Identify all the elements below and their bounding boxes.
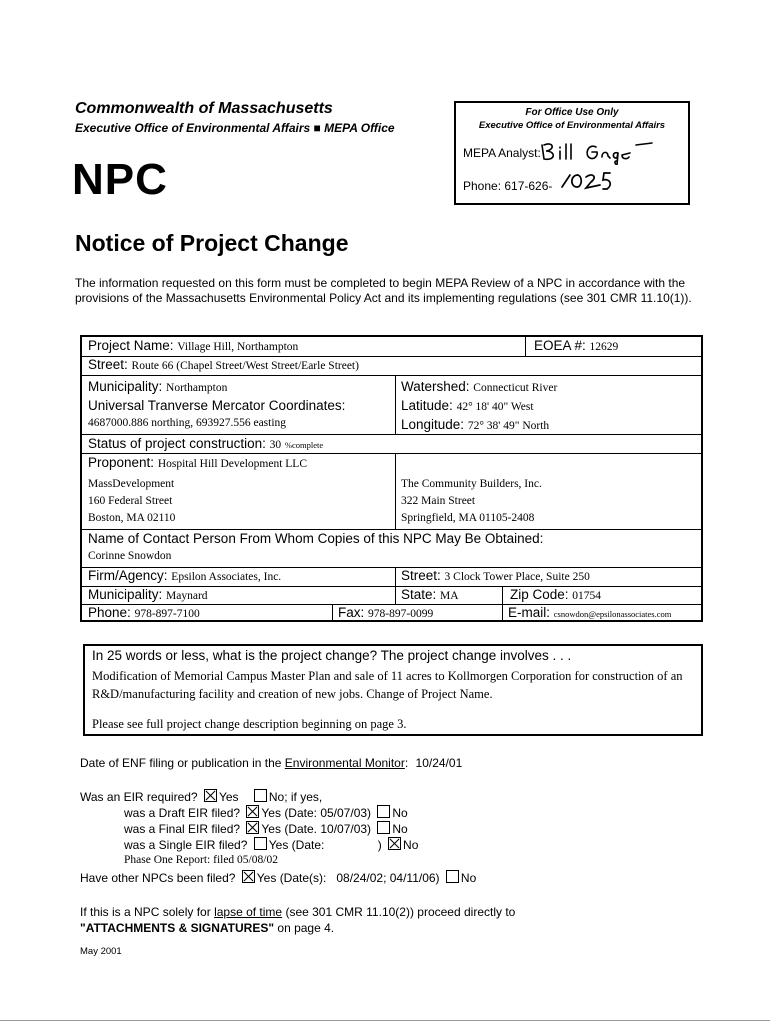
address-line: 322 Main Street bbox=[401, 495, 476, 507]
eir-no-checkbox[interactable] bbox=[254, 789, 267, 802]
lapse-pre: If this is a NPC solely for bbox=[80, 905, 211, 919]
no-label: No bbox=[392, 822, 408, 836]
longitude-value: 72° 38' 49" North bbox=[467, 420, 550, 432]
zip-value: 01754 bbox=[572, 590, 602, 602]
npcs-dates: (Date(s): 08/24/02; 04/11/06) bbox=[279, 871, 440, 885]
final-eir-line bbox=[124, 821, 408, 836]
email-field bbox=[508, 605, 671, 620]
project-name-label: Project Name: bbox=[88, 338, 174, 353]
change-see-more: Please see full project change description beginning on page 3. bbox=[92, 717, 407, 731]
change-question: In 25 words or less, what is the project change? The project change involves . . . bbox=[92, 648, 572, 663]
latitude-value: 42° 18' 40" West bbox=[456, 401, 534, 413]
phase-one-note: Phase One Report: filed 05/08/02 bbox=[124, 854, 278, 866]
analyst-label: MEPA Analyst: bbox=[463, 146, 541, 160]
no-label: No; if yes, bbox=[268, 790, 323, 804]
state-field bbox=[401, 587, 459, 602]
enf-date: 10/24/01 bbox=[415, 756, 463, 770]
office-subtitle: Executive Office of Environmental Affairs ■ MEPA Office bbox=[75, 121, 395, 135]
address-line: The Community Builders, Inc. bbox=[401, 478, 542, 490]
draft-no-checkbox[interactable] bbox=[377, 805, 390, 818]
enf-label: Date of ENF filing or publication in the bbox=[80, 756, 282, 770]
address-line: MassDevelopment bbox=[88, 478, 175, 490]
proponent-right-address bbox=[401, 476, 542, 527]
attachments-post: on page 4. bbox=[277, 921, 335, 935]
email-value: csnowdon@epsilonassociates.com bbox=[553, 609, 672, 619]
office-use-box bbox=[454, 101, 690, 205]
municipality-label: Municipality: bbox=[88, 379, 163, 394]
watershed-field bbox=[401, 379, 557, 394]
attachments-bold: "ATTACHMENTS & SIGNATURES" bbox=[80, 921, 275, 935]
firm-field bbox=[88, 568, 281, 583]
proponent-label: Proponent: bbox=[88, 455, 155, 470]
firm-municipality-label: Municipality: bbox=[88, 587, 163, 602]
office-use-title: For Office Use Only bbox=[525, 107, 619, 118]
form-title: Notice of Project Change bbox=[75, 230, 349, 256]
eoea-label: EOEA #: bbox=[534, 338, 586, 353]
longitude-label: Longitude: bbox=[401, 417, 465, 432]
final-no-checkbox[interactable] bbox=[377, 821, 390, 834]
single-yes-checkbox[interactable] bbox=[254, 837, 267, 850]
zip-label: Zip Code: bbox=[510, 587, 569, 602]
single-date: (Date: ) bbox=[291, 838, 382, 852]
firm-street-label: Street: bbox=[401, 568, 441, 583]
eir-yes-checkbox[interactable] bbox=[204, 789, 217, 802]
project-name-field bbox=[88, 338, 298, 353]
latitude-field bbox=[401, 398, 534, 413]
state-value: MA bbox=[440, 590, 459, 602]
yes-label: Yes bbox=[256, 871, 277, 885]
phone-label: Phone: 617-626- bbox=[463, 179, 553, 193]
fax-value: 978-897-0099 bbox=[368, 608, 434, 620]
state-label: State: bbox=[401, 587, 437, 602]
utm-label: Universal Tranverse Mercator Coordinates: bbox=[88, 398, 346, 413]
address-line: 160 Federal Street bbox=[88, 495, 173, 507]
final-date: (Date. 10/07/03) bbox=[284, 822, 372, 836]
office-use-subtitle: Executive Office of Environmental Affairs bbox=[478, 120, 666, 131]
yes-label: Yes bbox=[261, 822, 281, 836]
municipality-field bbox=[88, 379, 227, 394]
project-change-box bbox=[83, 644, 703, 736]
draft-eir-line bbox=[124, 805, 408, 820]
status-field bbox=[88, 436, 323, 451]
final-yes-checkbox[interactable] bbox=[246, 821, 259, 834]
longitude-field bbox=[401, 417, 549, 432]
other-npcs-line bbox=[80, 870, 476, 885]
form-code: NPC bbox=[72, 155, 168, 204]
municipality-value: Northampton bbox=[166, 382, 228, 394]
intro-paragraph: The information requested on this form must be completed to begin MEPA Review of a NPC in accordance with the provisions of the Massachusetts Environmental Policy Act and its implementing regulations (see 301 CMR 11.10(1)). bbox=[75, 276, 692, 305]
no-label: No bbox=[460, 871, 477, 885]
contact-value: Corinne Snowdon bbox=[88, 550, 172, 562]
form-date: May 2001 bbox=[80, 946, 122, 957]
firm-street-value: 3 Clock Tower Place, Suite 250 bbox=[444, 571, 590, 583]
npcs-question: Have other NPCs been filed? bbox=[80, 871, 236, 885]
fax-label: Fax: bbox=[338, 605, 365, 620]
no-label: No bbox=[403, 838, 419, 852]
firm-value: Epsilon Associates, Inc. bbox=[171, 571, 282, 583]
latitude-label: Latitude: bbox=[401, 398, 453, 413]
eoea-field bbox=[534, 338, 618, 353]
final-question: was a Final EIR filed? bbox=[124, 822, 241, 836]
address-line: Boston, MA 02110 bbox=[88, 512, 176, 524]
phone-handwriting bbox=[558, 169, 628, 195]
phone-label: Phone: bbox=[88, 605, 131, 620]
street-value: Route 66 (Chapel Street/West Street/Earle Street) bbox=[131, 360, 359, 372]
attachments-line bbox=[80, 921, 334, 935]
zip-field bbox=[510, 587, 601, 602]
bottom-rule bbox=[0, 1020, 770, 1021]
draft-date: (Date: 05/07/03) bbox=[284, 806, 372, 820]
contact-label: Name of Contact Person From Whom Copies of this NPC May Be Obtained: bbox=[88, 531, 544, 546]
status-unit: %complete bbox=[284, 440, 324, 450]
proponent-field bbox=[88, 455, 307, 470]
status-value: 30 bbox=[269, 439, 282, 451]
npcs-yes-checkbox[interactable] bbox=[242, 870, 255, 883]
street-label: Street: bbox=[88, 357, 128, 372]
single-eir-line bbox=[124, 837, 418, 852]
enf-filing-line: Date of ENF filing or publication in the Environmental Monitor: 10/24/01 bbox=[80, 756, 463, 770]
firm-municipality-field bbox=[88, 587, 208, 602]
phone-field bbox=[88, 605, 200, 620]
eir-question: Was an EIR required? bbox=[80, 790, 198, 804]
single-no-checkbox[interactable] bbox=[388, 837, 401, 850]
project-name-value: Village Hill, Northampton bbox=[177, 341, 299, 353]
yes-label: Yes bbox=[261, 806, 281, 820]
project-info-form bbox=[80, 335, 703, 622]
status-label: Status of project construction: bbox=[88, 436, 266, 451]
firm-label: Firm/Agency: bbox=[88, 568, 168, 583]
analyst-handwriting bbox=[538, 139, 668, 165]
eir-required-line bbox=[80, 789, 322, 804]
lapse-link: lapse of time bbox=[214, 905, 283, 919]
lapse-line bbox=[80, 905, 515, 919]
no-label: No bbox=[392, 806, 408, 820]
single-question: was a Single EIR filed? bbox=[124, 838, 248, 852]
watershed-value: Connecticut River bbox=[473, 382, 558, 394]
fax-field bbox=[338, 605, 433, 620]
commonwealth-title: Commonwealth of Massachusetts bbox=[75, 100, 333, 117]
proponent-value: Hospital Hill Development LLC bbox=[157, 458, 307, 470]
email-label: E-mail: bbox=[508, 605, 551, 620]
yes-label: Yes bbox=[218, 790, 239, 804]
yes-label: Yes bbox=[268, 838, 289, 852]
phone-value: 978-897-7100 bbox=[134, 608, 200, 620]
watershed-label: Watershed: bbox=[401, 379, 470, 394]
npcs-no-checkbox[interactable] bbox=[446, 870, 459, 883]
firm-street-field bbox=[401, 568, 590, 583]
lapse-post: (see 301 CMR 11.10(2)) proceed directly to bbox=[285, 905, 516, 919]
eoea-value: 12629 bbox=[589, 341, 619, 353]
address-line: Springfield, MA 01105-2408 bbox=[401, 512, 535, 524]
proponent-left-address bbox=[88, 476, 175, 527]
draft-yes-checkbox[interactable] bbox=[246, 805, 259, 818]
street-field bbox=[88, 357, 359, 372]
draft-question: was a Draft EIR filed? bbox=[124, 806, 241, 820]
enf-monitor-link: Environmental Monitor bbox=[284, 756, 405, 770]
utm-value: 4687000.886 northing, 693927.556 easting bbox=[88, 417, 287, 429]
firm-municipality-value: Maynard bbox=[166, 590, 208, 602]
change-answer: Modification of Memorial Campus Master Plan and sale of 11 acres to Kollmorgen Corporation for construction of an R&D/manufacturing facility and creation of new jobs. Change of Project Name. bbox=[92, 669, 683, 701]
